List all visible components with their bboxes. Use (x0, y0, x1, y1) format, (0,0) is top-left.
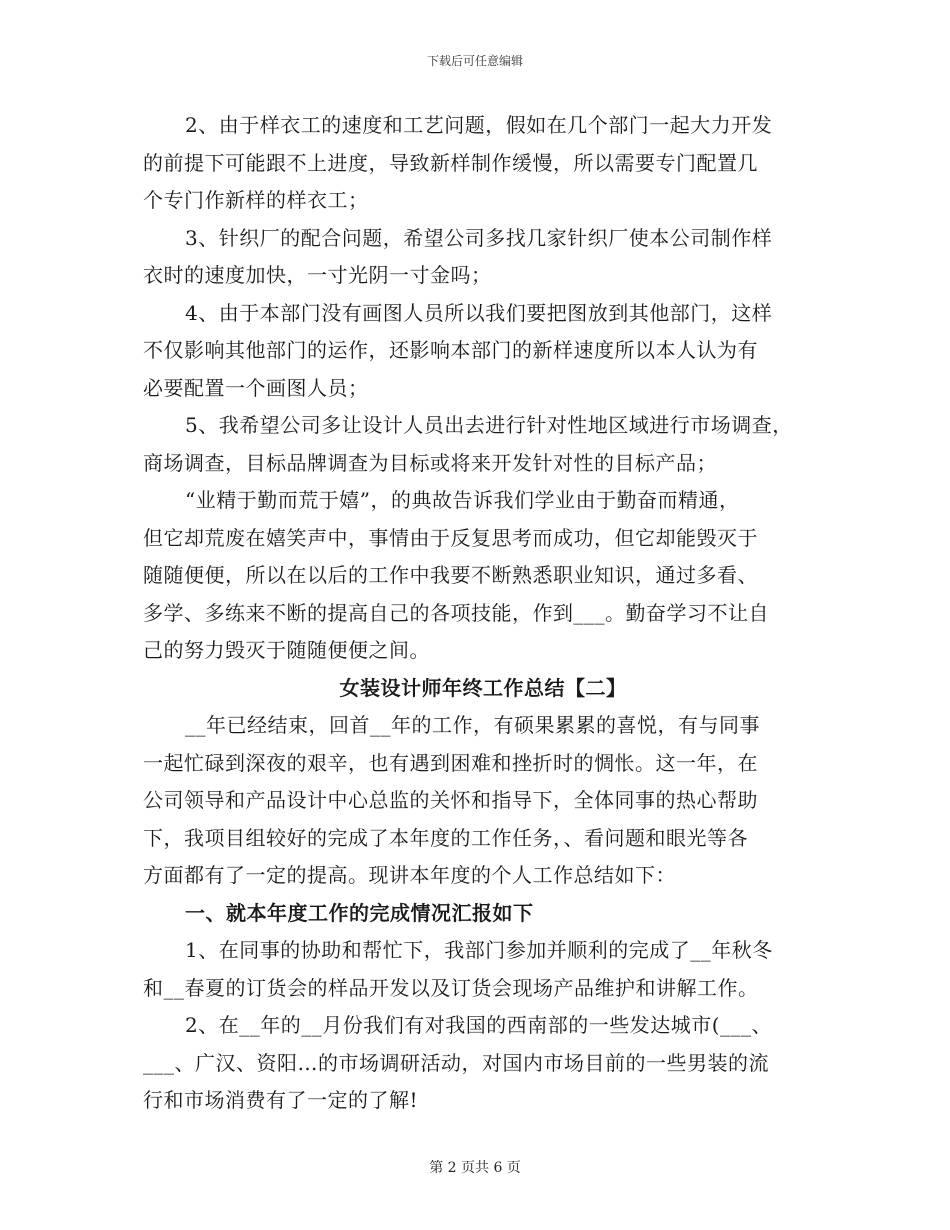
text-line: 不仅影响其他部门的运作，还影响本部门的新样速度所以本人认为有 (143, 338, 758, 362)
text-line: __年已经结束，回首__年的工作，有硕果累累的喜悦，有与同事 (185, 713, 760, 737)
text-line: 和__春夏的订货会的样品开发以及订货会现场产品维护和讲解工作。 (143, 975, 759, 1000)
text-line: “业精于勤而荒于嬉”，的典故告诉我们学业由于勤奋而精通， (185, 488, 740, 512)
section-title: 女装设计师年终工作总结【二】 (339, 675, 627, 700)
text-line: 的前提下可能跟不上进度，导致新样制作缓慢，所以需要专门配置几 (143, 150, 758, 175)
text-line: 随随便便，所以在以后的工作中我要不断熟悉职业知识，通过多看、 (143, 563, 758, 587)
text-line: ___、广汉、资阳…的市场调研活动，对国内市场目前的一些男装的流 (143, 1050, 769, 1075)
text-line: 2、由于样衣工的速度和工艺问题，假如在几个部门一起大力开发 (185, 113, 773, 137)
text-line: 5、我希望公司多让设计人员出去进行针对性地区域进行市场调查， (185, 413, 793, 437)
text-line: 方面都有了一定的提高。现讲本年度的个人工作总结如下： (143, 863, 676, 887)
page-header: 下载后可任意编辑 (426, 54, 523, 68)
text-line: 4、由于本部门没有画图人员所以我们要把图放到其他部门，这样 (185, 300, 773, 325)
text-line: 下，我项目组较好的完成了本年度的工作任务，、看问题和眼光等各 (143, 825, 748, 850)
text-line: 1、在同事的协助和帮忙下，我部门参加并顺利的完成了__年秋冬 (185, 938, 773, 962)
text-line: 己的努力毁灭于随随便便之间。 (143, 638, 430, 662)
subsection-heading: 一、就本年度工作的完成情况汇报如下 (185, 900, 534, 925)
document-body (143, 107, 823, 1120)
text-line: 商场调查，目标品牌调查为目标或将来开发针对性的目标产品； (143, 450, 717, 475)
page-footer: 第 2 页共 6 页 (429, 1160, 521, 1176)
text-line: 衣时的速度加快，一寸光阴一寸金吗； (143, 263, 492, 287)
text-line: 但它却荒废在嬉笑声中，事情由于反复思考而成功，但它却能毁灭于 (143, 525, 758, 550)
text-line: 2、在__年的__月份我们有对我国的西南部的一些发达城市(___、 (185, 1013, 773, 1037)
text-line: 多学、多练来不断的提高自己的各项技能，作到___。勤奋学习不让自 (143, 600, 769, 625)
text-line: 公司领导和产品设计中心总监的关怀和指导下，全体同事的热心帮助 (143, 788, 758, 812)
text-line: 行和市场消费有了一定的了解! (143, 1088, 419, 1112)
text-line: 个专门作新样的样衣工； (143, 188, 369, 212)
text-line: 一起忙碌到深夜的艰辛，也有遇到困难和挫折时的惆怅。这一年，在 (143, 750, 758, 775)
text-line: 3、针织厂的配合问题，希望公司多找几家针织厂使本公司制作样 (185, 225, 773, 250)
text-line: 必要配置一个画图人员； (143, 375, 369, 400)
